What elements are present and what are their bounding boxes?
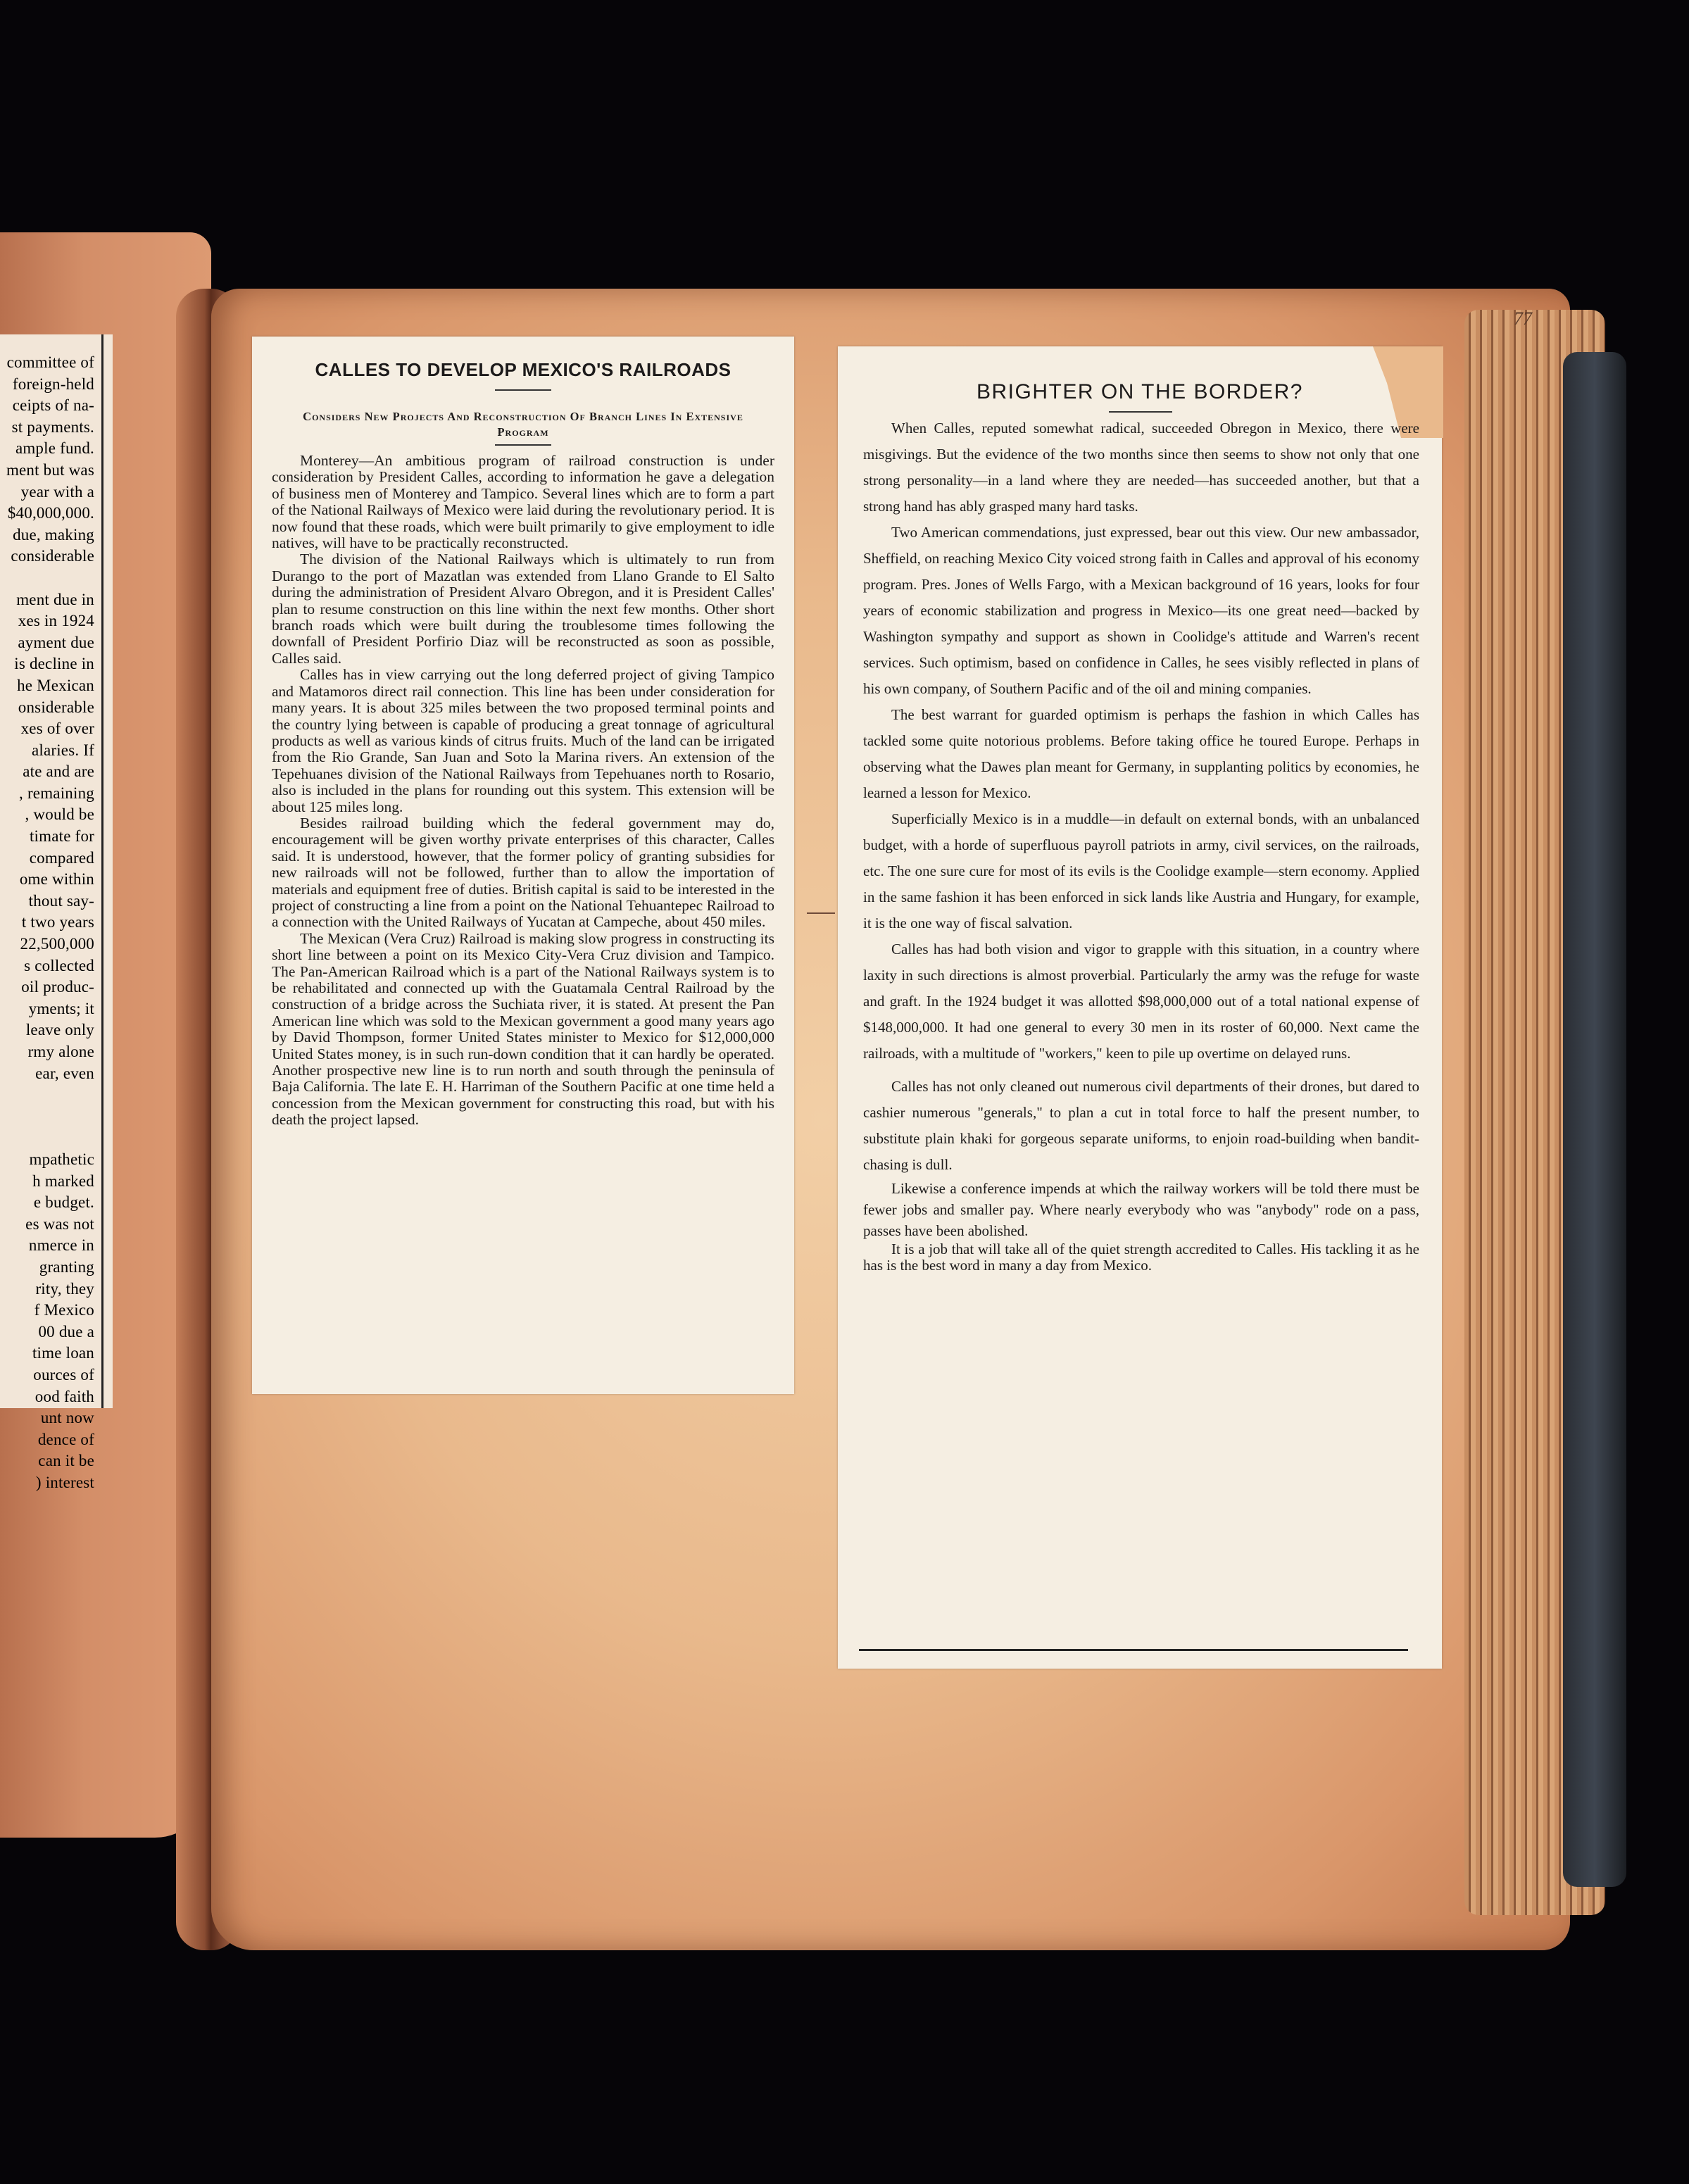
left-clipping-line: thout say-	[28, 891, 94, 910]
left-clipping-line: timate for	[29, 827, 94, 846]
article-subhead: Considers New Projects And Reconstruction Of Branch Lines In Extensive Program	[303, 410, 743, 439]
subhead-rule	[495, 444, 551, 446]
article-paragraph: Calles has had both vision and vigor to grapple with this situation, in a country where laxity in such directions is almost proverbial. Particularly the army was the refuge for waste and graft. In the 1924 budget it was allotted $98,000,000 out of a total national expense of $148,000,000. It had one general to every 30 men in its roster of 60,000. Next came the railroads, with a multitude of "workers," keen to pile up overtime on delayed runs.	[863, 941, 1419, 1062]
left-clipping-line: h marked	[32, 1172, 94, 1190]
article-paragraph: Besides railroad building which the federal government may do, encouragement will be given worthy private enterprises of this character, Calles said. It is understood, however, that the former policy of granting subsidies for new railroads will not be followed, further than to allow the importation of materials and equipment free of duties. British capital is said to be interested in the project of constructing a line from a point on the National Tehuantepec Railroad to a connection with the United Railways of Yucatan at Campeche, about 450 miles.	[272, 814, 774, 931]
left-clipping-line: e budget.	[33, 1193, 94, 1212]
left-clipping-line	[0, 1084, 99, 1106]
headline-rule	[1109, 411, 1172, 413]
left-clipping-line: f Mexico	[34, 1301, 94, 1319]
left-clipping-line: t two years	[21, 913, 94, 931]
left-clipping-line	[0, 567, 99, 589]
left-clipping-line: onsiderable	[18, 698, 94, 716]
book-cover	[1563, 352, 1626, 1887]
page-number: 77	[1514, 308, 1532, 329]
left-clipping-line: , remaining	[19, 784, 94, 802]
left-clipping-line: ) interest	[35, 1473, 94, 1491]
left-clipping-line: rity, they	[35, 1279, 94, 1298]
left-clipping-line: st payments.	[11, 418, 94, 436]
left-clipping-line: can it be	[38, 1452, 94, 1470]
left-clipping-line: ment due in	[16, 590, 94, 608]
article-body	[272, 453, 774, 1129]
left-clipping-line: ceipts of na-	[12, 396, 94, 415]
left-clipping-line: he Mexican	[17, 676, 94, 694]
left-clipping-line: 00 due a	[38, 1322, 94, 1341]
left-clipping-line: ood faith	[34, 1387, 94, 1405]
left-clipping	[0, 334, 113, 1491]
left-clipping-line: leave only	[25, 1021, 94, 1039]
headline-rule	[495, 389, 551, 391]
left-clipping-line: mpathetic	[29, 1150, 94, 1168]
left-clipping-line: , would be	[25, 805, 94, 824]
article-paragraph: When Calles, reputed somewhat radical, succeeded Obregon in Mexico, there were misgivings. But the evidence of the two months since then seems to show not only that one strong personality—in a land where they are needed—has succeeded another, but that a strong hand has ably grasped many hard tasks.	[863, 420, 1419, 515]
left-clipping-line: 22,500,000	[20, 935, 94, 953]
column-rule	[101, 334, 103, 1408]
article-paragraph: Likewise a conference impends at which the railway workers will be told there must be fewer jobs and smaller pay. Where nearly everybody who was "anybody" rode on a pass, passes have been abolished.	[863, 1180, 1419, 1239]
left-clipping-line	[0, 1106, 99, 1128]
article-paragraph: Two American commendations, just expressed, bear out this view. Our new ambassador, Sheffield, on reaching Mexico City voiced strong faith in Calles and approval of his economy program. Pres. Jones of Wells Fargo, with a Mexican background of 16 years, looks for four years of economic stabilization and progress in Mexico—its one great need—backed by Washington sympathy and support as shown in Coolidge's attitude and Warren's recent services. Such optimism, based on confidence in Calles, he sees visibly reflected in plans of his own company, of Southern Pacific and of the oil and mining companies.	[863, 524, 1419, 697]
left-clipping-line: yments; it	[28, 999, 94, 1017]
left-clipping-line: granting	[39, 1257, 94, 1276]
article-paragraph: The division of the National Railways which is ultimately to run from Durango to the port of Mazatlan was extended from Llano Grande to El Salto during the administration of President Alvaro Obregon, and it is President Calles' plan to resume construction on this line within the next few months. Other short branch roads which were built during the troublesome times following the downfall of President Porfirio Diaz will be reconstructed as soon as possible, Calles said.	[272, 551, 774, 667]
left-clipping-line: ear, even	[35, 1064, 94, 1082]
left-clipping-line: ayment due	[18, 633, 94, 651]
left-clipping-line: time loan	[32, 1344, 94, 1362]
left-clipping-line: compared	[29, 848, 94, 867]
left-clipping-line: s collected	[24, 956, 94, 974]
left-clipping-line: ources of	[33, 1365, 94, 1383]
left-clipping-line: considerable	[11, 547, 94, 565]
left-clipping-line: dence of	[37, 1430, 94, 1448]
left-clipping-line: ate and are	[23, 762, 94, 781]
article-paragraph: The best warrant for guarded optimism is perhaps the fashion in which Calles has tackled some quite notorious problems. Before taking office he toured Europe. Perhaps in observing what the Dawes plan meant for Germany, in supplanting politics by economies, he learned a lesson for Mexico.	[863, 706, 1419, 801]
clipping-calles-railroads	[252, 337, 794, 1394]
article-paragraph: Monterey—An ambitious program of railroad construction is under consideration by President Calles, according to information he gave a delegation of business men of Monterey and Tampico. Several lines which are to form a part of the National Railways of Mexico were laid during the revolutionary period. It is now found that these roads, which were built primarily to give employment to idle natives, will have to be practically reconstructed.	[272, 452, 774, 552]
left-clipping-line: unt now	[40, 1409, 94, 1427]
left-clipping-text	[0, 352, 99, 1493]
left-clipping-line: $40,000,000.	[7, 504, 94, 522]
left-clipping-line: is decline in	[14, 655, 94, 673]
left-clipping-line: ment but was	[6, 460, 94, 479]
article-paragraph: The Mexican (Vera Cruz) Railroad is making slow progress in constructing its short line between a point on its Mexico City-Vera Cruz division and Tampico. The Pan-American Railroad which is a part of the National Railways system is to be rehabilitated and connected up with the Guatamala Central Railroad by the construction of a bridge across the Suchiata river, it is stated. At present the Pan American line which was sold to the Mexican government a good many years ago by David Thompson, former United States minister to Mexico for $12,000,000 United States money, is in such run-down condition that it can hardly be operated. Another prospective new line is to run north and south through the peninsula of Baja California. The late E. H. Harriman of the Southern Pacific at one time held a concession from the Mexican government for constructing this road, but with his death the project lapsed.	[272, 929, 774, 1129]
left-clipping-line	[0, 1127, 99, 1149]
left-clipping-line: due, making	[13, 525, 94, 544]
article-paragraph: Calles has in view carrying out the long deferred project of giving Tampico and Matamoros direct rail connection. This line has been under consideration for many years. It is about 325 miles between the two proposed terminal points and the country lying between is capable of producing a great tonnage of agricultural products as well as various kinds of citrus fruits. Much of the land can be irrigated from the Rio Grande, San Juan and Soto la Marina rivers. An extension of the Tepehuanes division of the National Railways from Tepehuanes north to Rosario, also is included in the plans for rounding out this system. This extension will be about 125 miles long.	[272, 666, 774, 815]
article-headline: BRIGHTER ON THE BORDER?	[976, 380, 1303, 403]
end-rule	[859, 1649, 1408, 1651]
left-clipping-line: nmerce in	[28, 1236, 94, 1255]
left-clipping-line: foreign-held	[12, 375, 94, 393]
left-clipping-line: rmy alone	[27, 1043, 94, 1060]
article-paragraph: Superficially Mexico is in a muddle—in default on external bonds, with an unbalanced budget, with a horde of superfluous payroll patriots in army, civil services, on the railroads, etc. The one sure cure for most of its evils is the Coolidge example—stern economy. Applied in the same fashion it has been enforced in sick lands like Austria and Hungary, for example, it is the one way of fiscal salvation.	[863, 810, 1419, 931]
article-paragraph: Calles has not only cleaned out numerous civil departments of their drones, but dared to cashier numerous "generals," to plan a cut in total force to half the present number, to substitute plain khaki for gorgeous separate uniforms, to enjoin road-building when bandit-chasing is dull.	[863, 1078, 1419, 1173]
left-clipping-line: year with a	[20, 482, 94, 501]
article-closing: It is a job that will take all of the quiet strength accredited to Calles. His tackling it as he has is the best word in many a day from Mexico.	[863, 1241, 1419, 1274]
left-clipping-line: xes in 1924	[18, 612, 94, 630]
left-clipping-line: xes of over	[20, 720, 94, 738]
left-clipping-line: alaries. If	[31, 741, 94, 759]
article-headline: CALLES TO DEVELOP MEXICO'S RAILROADS	[315, 359, 732, 380]
article-body	[863, 415, 1419, 1274]
left-clipping-line: ome within	[19, 870, 94, 889]
left-clipping-line: committee of	[6, 353, 94, 371]
left-clipping-line: es was not	[25, 1215, 94, 1233]
clipping-brighter-border	[838, 346, 1442, 1669]
left-clipping-line: ample fund.	[15, 439, 94, 458]
left-clipping-line: oil produc-	[21, 978, 94, 996]
pencil-dash	[807, 912, 835, 914]
